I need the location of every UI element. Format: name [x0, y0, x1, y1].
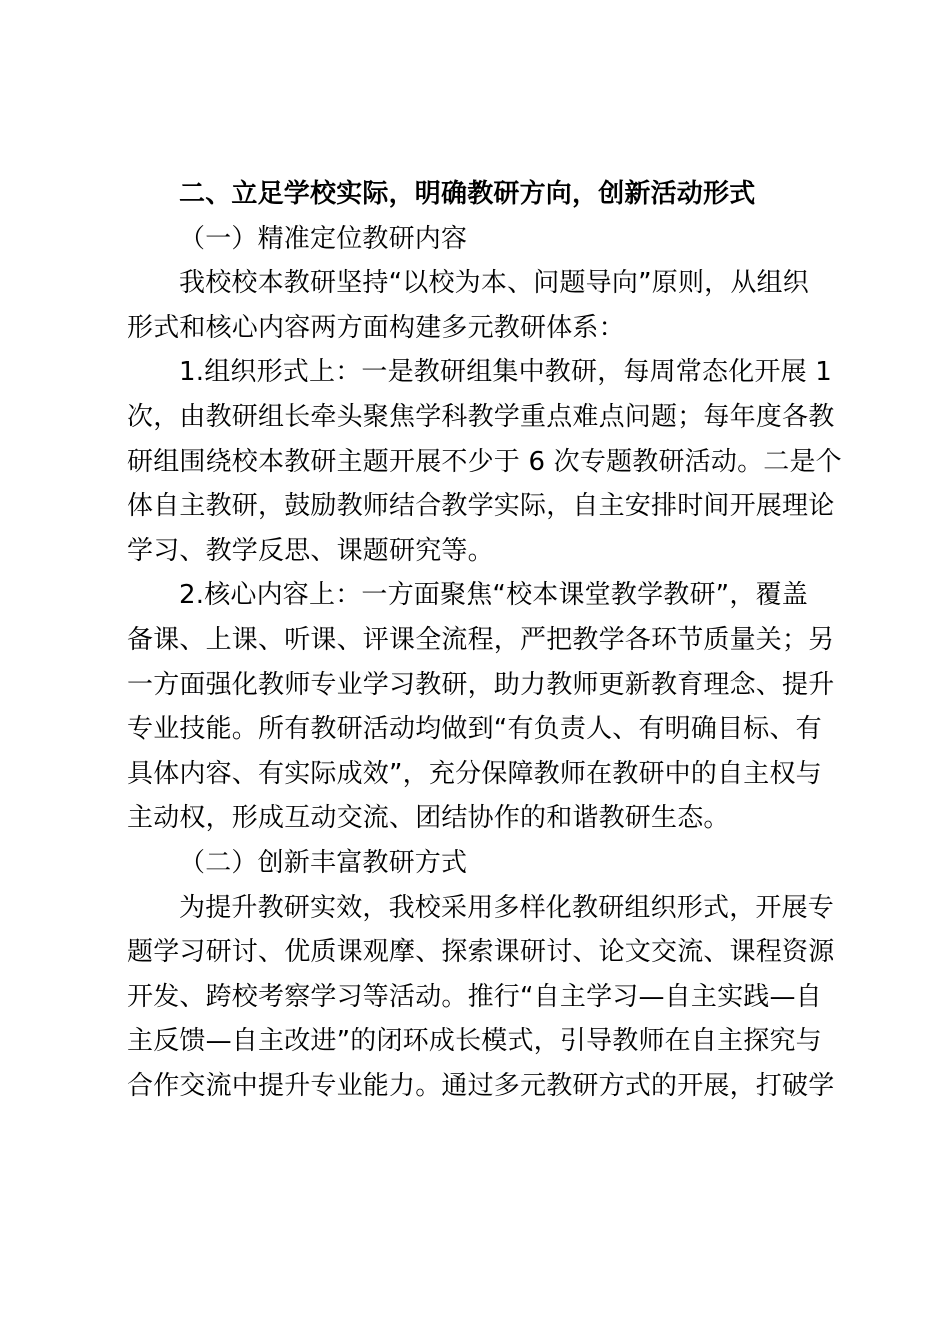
paragraph-line: 合作交流中提升专业能力。通过多元教研方式的开展，打破学: [127, 1070, 835, 1101]
paragraph-line: 学习、教学反思、课题研究等。: [127, 535, 494, 566]
paragraph-line: 开发、跨校考察学习等活动。推行“自主学习—自主实践—自: [127, 981, 822, 1012]
paragraph-line: 2.核心内容上：一方面聚焦“校本课堂教学教研”，覆盖: [179, 580, 808, 611]
document-body: [127, 172, 842, 1108]
paragraph-line: 次，由教研组长牵头聚焦学科教学重点难点问题；每年度各教: [127, 401, 835, 432]
paragraph-line: 1.组织形式上：一是教研组集中教研，每周常态化开展 1: [179, 357, 833, 388]
paragraph-line: 题学习研讨、优质课观摩、探索课研讨、论文交流、课程资源: [127, 937, 835, 968]
paragraph-line: 一方面强化教师专业学习教研，助力教师更新教育理念、提升: [127, 669, 835, 700]
paragraph-line: 体自主教研，鼓励教师结合教学实际，自主安排时间开展理论: [127, 491, 835, 522]
paragraph-line: 主动权，形成互动交流、团结协作的和谐教研生态。: [127, 803, 730, 834]
paragraph-line: 专业技能。所有教研活动均做到“有负责人、有明确目标、有: [127, 714, 822, 745]
paragraph-line: 我校校本教研坚持“以校为本、问题导向”原则，从组织: [179, 268, 809, 299]
paragraph-line: 研组围绕校本教研主题开展不少于 6 次专题教研活动。二是个: [127, 446, 842, 477]
paragraph-line: 形式和核心内容两方面构建多元教研体系：: [127, 312, 625, 343]
subsection-heading-2: （二）创新丰富教研方式: [179, 847, 468, 878]
subsection-heading-1: （一）精准定位教研内容: [179, 223, 468, 254]
paragraph-line: 备课、上课、听课、评课全流程，严把教学各环节质量关；另: [127, 624, 835, 655]
paragraph-line: 具体内容、有实际成效”，充分保障教师在教研中的自主权与: [127, 758, 822, 789]
paragraph-line: 主反馈—自主改进”的闭环成长模式，引导教师在自主探究与: [127, 1026, 822, 1057]
paragraph-line: 为提升教研实效，我校采用多样化教研组织形式，开展专: [179, 892, 835, 923]
section-heading: 二、立足学校实际，明确教研方向，创新活动形式: [179, 179, 756, 209]
